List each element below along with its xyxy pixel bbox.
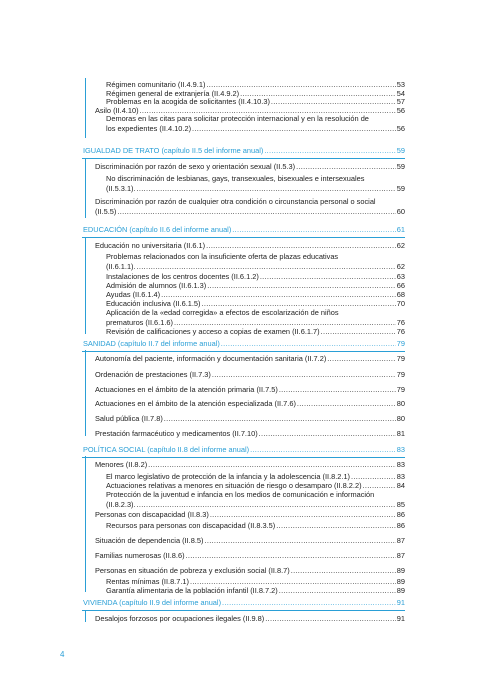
dot-leader <box>221 339 396 349</box>
toc-page-number: 62 <box>396 261 405 271</box>
dot-leader <box>210 510 396 520</box>
toc-section-heading[interactable] <box>83 339 405 349</box>
toc-subitem[interactable] <box>106 586 405 596</box>
toc-entry-text: Instalaciones de los centros docentes (II.6.1.2) <box>106 272 259 281</box>
dot-leader <box>279 586 396 596</box>
toc-page-number: 91 <box>396 598 405 607</box>
dot-leader <box>264 146 395 156</box>
toc-entry-text: (II.5.5) <box>95 206 117 216</box>
toc-entry-text: No discriminación de lesbianas, gays, transexuales, bisexuales e intersexuales <box>106 174 365 183</box>
toc-subitem[interactable] <box>106 327 405 337</box>
page-number: 4 <box>60 650 65 659</box>
toc-entry-text: Personas en situación de pobreza y exclusión social (II.8.7) <box>95 566 290 575</box>
dot-leader <box>164 414 396 424</box>
toc-entry-text: Ayudas (II.6.1.4) <box>106 290 161 299</box>
dot-leader <box>212 370 396 380</box>
toc-page-number: 79 <box>396 370 405 379</box>
toc-page-number: 83 <box>396 445 405 454</box>
toc-page-number: 91 <box>396 614 405 623</box>
toc-item[interactable] <box>95 429 405 439</box>
toc-entry-text: los expedientes (II.4.10.2) <box>106 123 192 133</box>
toc-item[interactable] <box>95 460 405 470</box>
dot-leader <box>276 521 396 531</box>
toc-entry-text: Discriminación por razón de cualquier otra condición o circunstancia personal o social <box>95 197 376 206</box>
toc-page-number: 86 <box>396 510 405 519</box>
dot-leader <box>222 598 396 608</box>
toc-entry-text: Ordenación de prestaciones (II.7.3) <box>95 370 211 379</box>
toc-entry-text: Discriminación por razón de sexo y orientación sexual (II.5.3) <box>95 162 296 171</box>
toc-entry-text: Asilo (II.4.10) <box>95 106 139 115</box>
toc-item[interactable] <box>95 399 405 409</box>
toc-entry-text: Problemas en la acogida de solicitantes (II.4.10.3) <box>106 97 270 106</box>
dot-leader <box>186 551 396 561</box>
dot-leader <box>137 262 396 272</box>
toc-item[interactable] <box>95 385 405 395</box>
dot-leader <box>279 385 396 395</box>
section-side-bar <box>85 456 86 592</box>
dot-leader <box>296 162 396 172</box>
toc-page-number: 80 <box>396 414 405 423</box>
toc-entry-text: IGUALDAD DE TRATO (capítulo II.5 del informe anual) <box>83 146 264 155</box>
toc-entry-text: Garantía alimentaria de la población infantil (II.8.7.2) <box>106 586 278 595</box>
toc-item[interactable] <box>95 551 405 561</box>
toc-subitem[interactable] <box>106 252 405 271</box>
section-rule <box>82 610 405 611</box>
toc-entry-text: EDUCACIÓN (capítulo II.6 del informe anual) <box>83 225 232 234</box>
toc-page-number: 68 <box>396 290 405 299</box>
toc-entry-text: Educación no universitaria (II.6.1) <box>95 241 206 250</box>
dot-leader <box>204 536 395 546</box>
dot-leader <box>321 327 396 337</box>
toc-entry-text: Desalojos forzosos por ocupaciones ilegales (II.9.8) <box>95 614 265 623</box>
toc-item[interactable] <box>95 197 405 216</box>
toc-page-number: 56 <box>396 123 405 133</box>
toc-entry-text: El marco legislativo de protección de la infancia y la adolescencia (II.8.2.1) <box>106 472 351 481</box>
toc-entry-text: Aplicación de la «edad corregida» a efectos de escolarización de niños <box>106 308 339 317</box>
toc-entry-text: Educación inclusiva (II.6.1.5) <box>106 299 201 308</box>
toc-page-number: 79 <box>396 339 405 348</box>
dot-leader <box>206 241 396 251</box>
toc-page-number: 76 <box>396 317 405 327</box>
toc-page-number: 59 <box>396 146 405 155</box>
dot-leader <box>192 124 396 134</box>
toc-page-number: 83 <box>396 472 405 481</box>
section-rule <box>82 457 405 458</box>
toc-page-number: 53 <box>396 80 405 89</box>
toc-page-number: 62 <box>396 241 405 250</box>
dot-leader <box>137 184 396 194</box>
toc-entry-text: prematuros (II.6.1.6) <box>106 317 173 327</box>
toc-page-number: 79 <box>396 354 405 363</box>
toc-entry-text: (II.8.2.3). <box>106 499 136 509</box>
toc-entry-text: Protección de la juventud e infancia en los medios de comunicación e información <box>106 490 375 499</box>
toc-page-number: 59 <box>396 162 405 171</box>
toc-page-number: 57 <box>396 97 405 106</box>
dot-leader <box>291 566 396 576</box>
toc-section-heading[interactable] <box>83 146 405 156</box>
dot-leader <box>259 429 396 439</box>
toc-page-number: 54 <box>396 89 405 98</box>
dot-leader <box>250 445 396 455</box>
toc-page-number: 83 <box>396 460 405 469</box>
dot-leader <box>174 318 396 328</box>
toc-page-number: 86 <box>396 521 405 530</box>
toc-entry-text: Autonomía del paciente, información y documentación sanitaria (II.7.2) <box>95 354 327 363</box>
toc-item[interactable] <box>95 566 405 576</box>
toc-entry-text: POLÍTICA SOCIAL (capítulo II.8 del informe anual) <box>83 445 250 454</box>
dot-leader <box>297 399 396 409</box>
toc-entry-text: Admisión de alumnos (II.6.1.3) <box>106 281 207 290</box>
toc-entry-text: Actuaciones relativas a menores en situación de riesgo o desamparo (II.8.2.2) <box>106 481 362 490</box>
toc-page-number: 81 <box>396 429 405 438</box>
toc-page-number: 63 <box>396 272 405 281</box>
section-side-bar <box>85 350 86 436</box>
section-side-bar <box>85 610 86 622</box>
toc-entry-text: Situación de dependencia (II.8.5) <box>95 536 204 545</box>
toc-entry-text: Menores (II.8.2) <box>95 460 148 469</box>
toc-section-heading[interactable] <box>83 445 405 455</box>
toc-page-number: 70 <box>396 299 405 308</box>
toc-page-number: 59 <box>396 183 405 193</box>
toc-page-number: 89 <box>396 577 405 586</box>
toc-subitem[interactable] <box>106 521 405 531</box>
section-side-bar <box>85 78 86 138</box>
toc-item[interactable] <box>95 241 405 251</box>
toc-page-number: 84 <box>396 481 405 490</box>
toc-entry-text: VIVIENDA (capítulo II.9 del informe anual) <box>83 598 222 607</box>
toc-page-number: 87 <box>396 536 405 545</box>
toc-page-number: 89 <box>396 566 405 575</box>
toc-item[interactable] <box>95 162 405 172</box>
toc-subitem[interactable] <box>106 490 405 509</box>
toc-entry-text: Problemas relacionados con la insuficiente oferta de plazas educativas <box>106 252 339 261</box>
toc-entry-text: Actuaciones en el ámbito de la atención primaria (II.7.5) <box>95 385 278 394</box>
section-rule <box>82 158 405 159</box>
toc-item[interactable] <box>95 370 405 380</box>
toc-entry-text: Régimen comunitario (II.4.9.1) <box>106 80 206 89</box>
toc-entry-text: (II.5.3.1). <box>106 183 136 193</box>
toc-entry-text: Régimen general de extranjería (II.4.9.2) <box>106 89 240 98</box>
toc-item[interactable] <box>95 536 405 546</box>
toc-entry-text: Rentas mínimas (II.8.7.1) <box>106 577 189 586</box>
toc-page-number: 85 <box>396 499 405 509</box>
toc-entry-text: Recursos para personas con discapacidad (II.8.3.5) <box>106 521 276 530</box>
dot-leader <box>148 460 396 470</box>
toc-entry-text: SANIDAD (capítulo II.7 del informe anual) <box>83 339 220 348</box>
dot-leader <box>137 500 396 510</box>
section-rule <box>82 237 405 238</box>
section-side-bar <box>85 237 86 334</box>
toc-section-heading[interactable] <box>83 598 405 608</box>
dot-leader <box>327 354 395 364</box>
toc-item[interactable] <box>95 414 405 424</box>
section-side-bar <box>85 158 86 218</box>
toc-entry-text: (II.6.1.1). <box>106 261 136 271</box>
toc-page-number: 87 <box>396 551 405 560</box>
toc-page-number: 61 <box>396 225 405 234</box>
dot-leader <box>117 207 395 217</box>
toc-page-number: 56 <box>396 106 405 115</box>
toc-page-number: 76 <box>396 327 405 336</box>
dot-leader <box>232 225 395 235</box>
toc-item[interactable] <box>95 510 405 520</box>
toc-page-number: 89 <box>396 586 405 595</box>
toc-entry-text: Personas con discapacidad (II.8.3) <box>95 510 209 519</box>
section-rule <box>82 351 405 352</box>
toc-page-number: 66 <box>396 281 405 290</box>
toc-entry-text: Prestación farmacéutico y medicamentos (II.7.10) <box>95 429 258 438</box>
toc-item[interactable] <box>95 614 405 624</box>
toc-item[interactable] <box>95 354 405 364</box>
toc-entry-text: Revisión de calificaciones y acceso a copias de examen (II.6.1.7) <box>106 327 320 336</box>
toc-page-number: 60 <box>396 206 405 216</box>
toc-subitem[interactable] <box>106 308 405 327</box>
toc-page-number: 80 <box>396 399 405 408</box>
toc-entry-text: Actuaciones en el ámbito de la atención especializada (II.7.6) <box>95 399 296 408</box>
dot-leader <box>265 614 396 624</box>
toc-page-number: 79 <box>396 385 405 394</box>
toc-entry-text: Familias numerosas (II.8.6) <box>95 551 185 560</box>
toc-section-heading[interactable] <box>83 225 405 235</box>
toc-entry-text: Demoras en las citas para solicitar protección internacional y en la resolución de <box>106 114 369 123</box>
toc-entry-text: Salud pública (II.7.8) <box>95 414 163 423</box>
toc-subitem[interactable] <box>106 174 405 193</box>
toc-subitem[interactable] <box>106 114 405 133</box>
